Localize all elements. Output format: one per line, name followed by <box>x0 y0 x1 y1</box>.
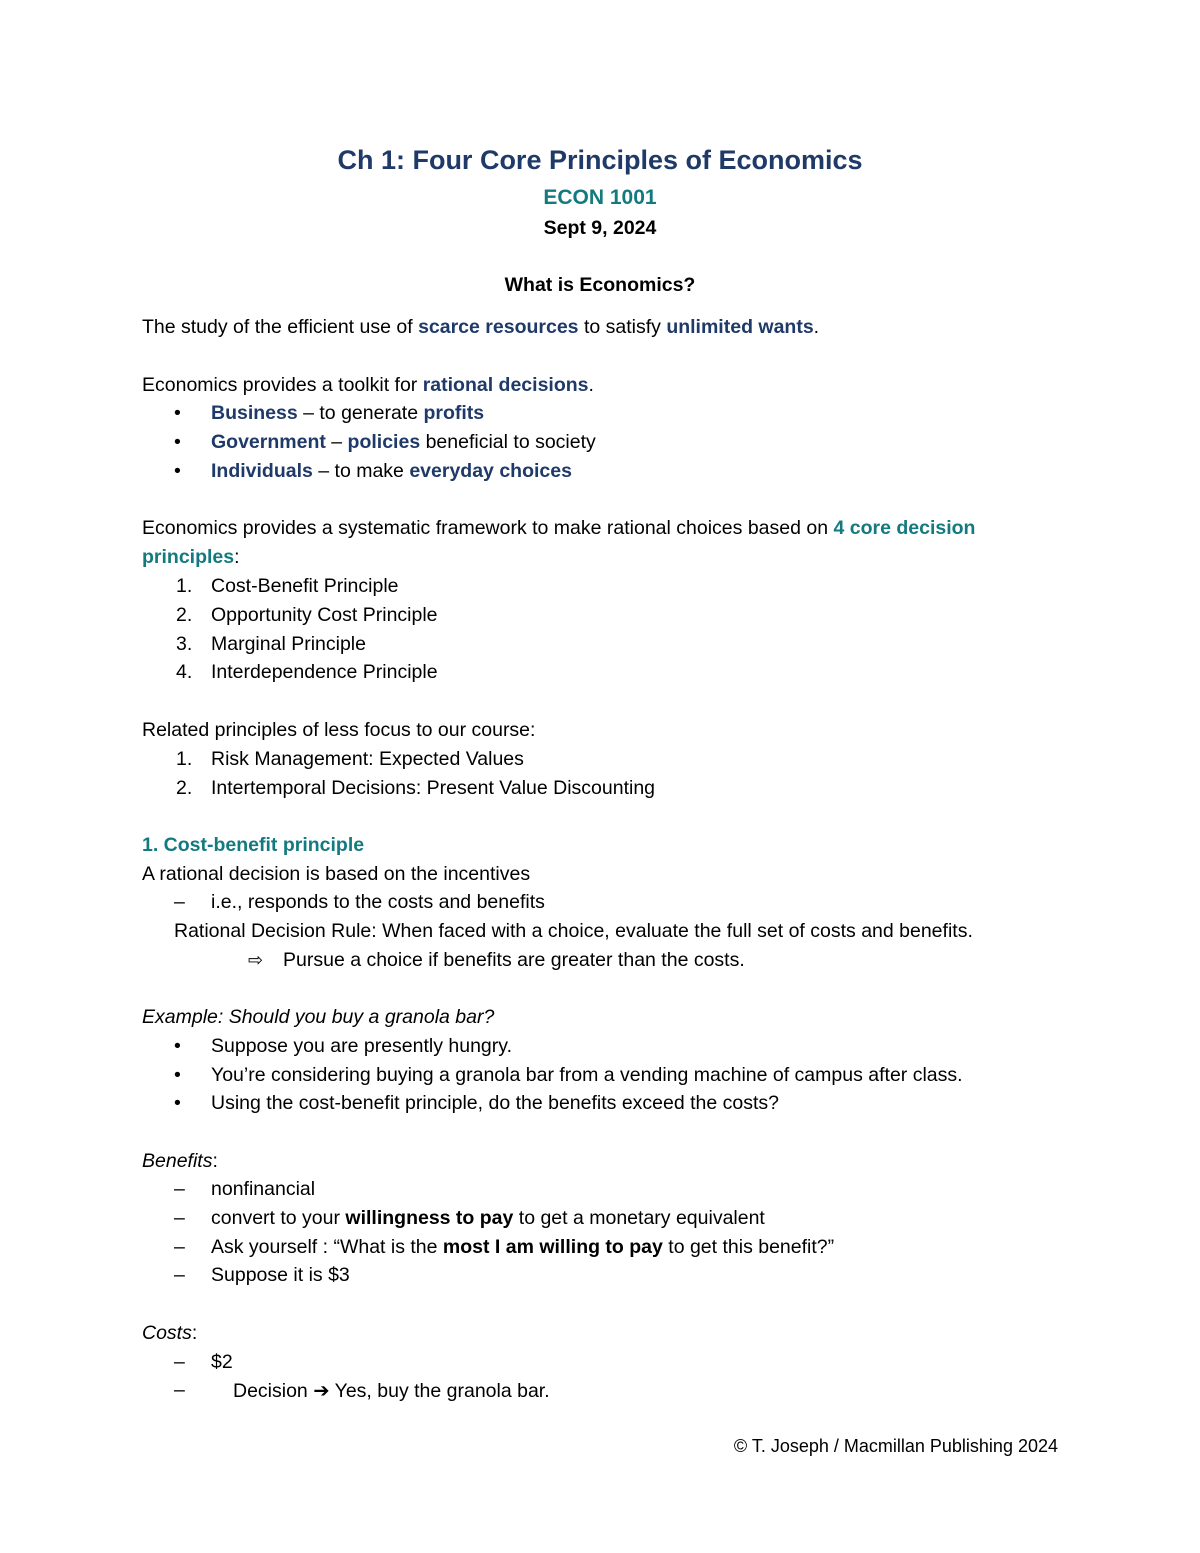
list-item <box>211 404 484 424</box>
copyright-footer: © T. Joseph / Macmillan Publishing 2024 <box>733 1436 1058 1456</box>
list-item: Cost-Benefit Principle <box>211 575 399 597</box>
list-item-text: to get a monetary equivalent <box>513 1207 765 1229</box>
toolkit-intro <box>142 376 594 396</box>
bullet-icon: • <box>174 402 181 424</box>
list-item <box>211 1238 834 1258</box>
decision-text: Decision <box>233 1380 314 1402</box>
benefits-label-text: Benefits <box>142 1150 213 1172</box>
bullet-icon: • <box>174 1092 181 1114</box>
costs-label-text: Costs <box>142 1322 192 1344</box>
toolkit-text: Economics provides a toolkit for <box>142 374 423 396</box>
scarce-resources-term: scarce resources <box>418 316 579 338</box>
course-code: ECON 1001 <box>543 186 657 209</box>
core-principles-term: principles <box>142 546 235 568</box>
decision-line <box>233 1381 550 1402</box>
most-willing-to-pay-term: most I am willing to pay <box>442 1236 663 1258</box>
core-principles-term: 4 core decision <box>833 517 976 539</box>
cost-benefit-line: A rational decision is based on the incentives <box>142 863 531 885</box>
cost-benefit-subitem: i.e., responds to the costs and benefits <box>211 891 545 913</box>
lecture-date: Sept 9, 2024 <box>543 217 657 239</box>
list-item: Using the cost-benefit principle, do the benefits exceed the costs? <box>211 1092 780 1114</box>
toolkit-text: . <box>588 374 594 396</box>
list-number: 1. <box>176 748 193 770</box>
dash-marker: – <box>174 1351 185 1373</box>
list-item: Risk Management: Expected Values <box>211 748 524 770</box>
bullet-emphasis: profits <box>423 402 485 424</box>
rational-decisions-term: rational decisions <box>422 374 589 396</box>
bullet-text: – to generate <box>297 402 424 424</box>
list-item <box>211 462 572 482</box>
list-item: You’re considering buying a granola bar from a vending machine of campus after class. <box>211 1064 963 1086</box>
framework-text: : <box>234 546 240 568</box>
bullet-lead: Individuals <box>211 460 313 482</box>
willingness-to-pay-term: willingness to pay <box>345 1207 514 1229</box>
list-item: Suppose it is $3 <box>211 1264 350 1286</box>
list-item: nonfinancial <box>211 1178 316 1200</box>
list-number: 3. <box>176 633 193 655</box>
dash-marker: – <box>174 891 185 913</box>
bullet-emphasis: policies <box>347 431 421 453</box>
list-item <box>211 433 596 453</box>
definition-text: The study of the efficient use of <box>142 316 419 338</box>
dash-marker: – <box>174 1379 185 1401</box>
unlimited-wants-term: unlimited wants <box>666 316 814 338</box>
bullet-emphasis: everyday choices <box>409 460 572 482</box>
pursue-choice-rule: Pursue a choice if benefits are greater than the costs. <box>283 949 745 971</box>
list-item: $2 <box>211 1351 233 1373</box>
decision-arrow-icon: ➔ <box>313 1379 330 1402</box>
list-item-text: to get this benefit?” <box>662 1236 835 1258</box>
dash-marker: – <box>174 1178 185 1200</box>
bullet-text: – to make <box>312 460 410 482</box>
list-item: Intertemporal Decisions: Present Value Discounting <box>211 777 656 799</box>
benefits-colon: : <box>212 1150 218 1172</box>
framework-intro-line2 <box>142 548 240 568</box>
costs-label <box>142 1324 197 1344</box>
right-arrow-outline-icon: ⇨ <box>248 950 264 971</box>
benefits-label <box>142 1152 218 1172</box>
list-item: Suppose you are presently hungry. <box>211 1035 512 1057</box>
list-item: Marginal Principle <box>211 633 366 655</box>
bullet-lead: Business <box>211 402 298 424</box>
dash-marker: – <box>174 1236 185 1258</box>
section-heading: What is Economics? <box>504 274 696 296</box>
list-number: 2. <box>176 777 193 799</box>
bullet-text: – <box>325 431 348 453</box>
bullet-icon: • <box>174 460 181 482</box>
definition-text: . <box>813 316 820 338</box>
cost-benefit-heading: 1. Cost-benefit principle <box>142 834 365 856</box>
list-item: Opportunity Cost Principle <box>211 604 438 626</box>
bullet-lead: Government <box>211 431 326 453</box>
related-intro: Related principles of less focus to our course: <box>142 719 536 741</box>
list-item-text: Ask yourself : “What is the <box>211 1236 443 1258</box>
bullet-icon: • <box>174 431 181 453</box>
example-heading: Example: Should you buy a granola bar? <box>142 1006 495 1028</box>
definition-text: to satisfy <box>578 316 667 338</box>
costs-colon: : <box>191 1322 198 1344</box>
list-item: Interdependence Principle <box>211 661 438 683</box>
rational-decision-rule: Rational Decision Rule: When faced with a choice, evaluate the full set of costs and benefits. <box>174 920 973 942</box>
bullet-text: beneficial to society <box>420 431 596 453</box>
bullet-icon: • <box>174 1035 181 1057</box>
list-number: 2. <box>176 604 193 626</box>
list-item <box>211 1209 765 1229</box>
decision-text: Yes, buy the granola bar. <box>329 1380 550 1402</box>
bullet-icon: • <box>174 1064 181 1086</box>
list-item-text: convert to your <box>211 1207 346 1229</box>
dash-marker: – <box>174 1264 185 1286</box>
economics-definition <box>142 318 819 338</box>
framework-intro-line1 <box>142 519 975 539</box>
list-number: 4. <box>176 661 193 683</box>
page-title: Ch 1: Four Core Principles of Economics <box>337 145 863 175</box>
dash-marker: – <box>174 1207 185 1229</box>
framework-text: Economics provides a systematic framework to make rational choices based on <box>142 517 834 539</box>
list-number: 1. <box>176 575 193 597</box>
